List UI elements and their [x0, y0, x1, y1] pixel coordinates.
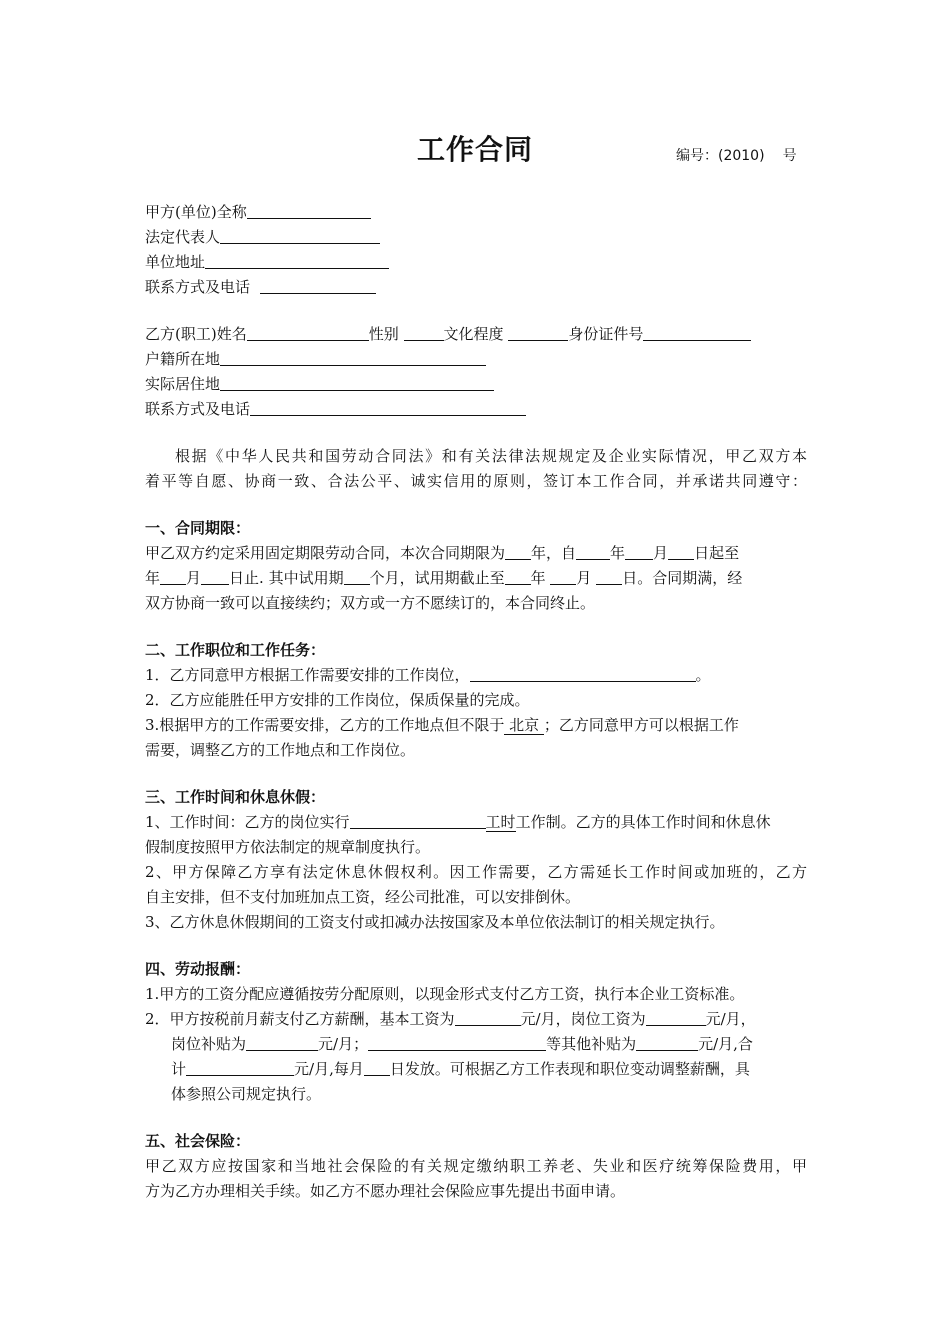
- party-b-contact-blank[interactable]: [250, 398, 526, 416]
- other-allowance-name-blank[interactable]: [368, 1033, 546, 1051]
- section-2-item-2: 2．乙方应能胜任甲方安排的工作岗位，保质保量的完成。: [145, 691, 530, 709]
- party-b-residence-line: [145, 372, 807, 397]
- work-location-value: 北京: [504, 716, 544, 734]
- term-years-blank[interactable]: [505, 542, 531, 560]
- party-a-contact-blank[interactable]: [260, 276, 376, 294]
- party-a-name-line: [145, 200, 807, 225]
- section-5-line-1: 甲乙双方应按国家和当地社会保险的有关规定缴纳职工养老、失业和医疗统筹保险费用，甲: [145, 1157, 807, 1175]
- end-month-blank[interactable]: [160, 567, 186, 585]
- section-2-item-1: 1．乙方同意甲方根据工作需要安排的工作岗位， 。: [145, 666, 711, 684]
- job-position-blank[interactable]: [470, 664, 696, 682]
- preamble-line-1: 根据《中华人民共和国劳动合同法》和有关法律法规规定及企业实际情况，甲乙双方本: [175, 447, 807, 465]
- party-b-id-blank[interactable]: [643, 323, 751, 341]
- end-day-blank[interactable]: [201, 567, 229, 585]
- section-1-line-3: 双方协商一致可以直接续约；双方或一方不愿续订的，本合同终止。: [145, 594, 596, 612]
- section-3-item-1-cont: 假制度按照甲方依法制定的规章制度执行。: [145, 838, 431, 856]
- party-b-hukou-line: [145, 347, 807, 372]
- section-4-item-2-cont-2: 计 元/月,每月 日发放。可根据乙方工作表现和职位变动调整薪酬，具: [171, 1060, 750, 1078]
- start-day-blank[interactable]: [668, 542, 694, 560]
- other-allowance-blank[interactable]: [636, 1033, 698, 1051]
- party-a-rep-line: [145, 225, 807, 250]
- section-3-item-2: 2、甲方保障乙方享有法定休息休假权利。因工作需要，乙方需延长工作时间或加班的，乙方: [145, 863, 807, 881]
- contract-body: [145, 200, 807, 1204]
- work-hours-system-blank[interactable]: [350, 811, 486, 829]
- section-3-heading: 三、工作时间和休息休假：: [145, 788, 326, 806]
- party-a-rep-label: 法定代表人: [145, 228, 221, 246]
- party-b-gender-label: 性别: [368, 325, 399, 343]
- party-b-education-blank[interactable]: [508, 323, 568, 341]
- party-a-contact-label: 联系方式及电话: [145, 278, 251, 296]
- section-1-line-1: 甲乙双方约定采用固定期限劳动合同，本次合同期限为 年，自 年 月 日起至: [145, 544, 740, 562]
- position-allowance-blank[interactable]: [246, 1033, 318, 1051]
- section-2-item-3-cont: 需要，调整乙方的工作地点和工作岗位。: [145, 741, 416, 759]
- party-b-name-label: 乙方(职工)姓名: [145, 325, 247, 343]
- probation-end-day-blank[interactable]: [596, 567, 622, 585]
- section-3-item-1: 1、工作时间：乙方的岗位实行 工时工作制。乙方的具体工作时间和休息休: [145, 813, 771, 831]
- section-4-item-1: 1.甲方的工资分配应遵循按劳分配原则，以现金形式支付乙方工资，执行本企业工资标准。: [145, 985, 745, 1003]
- party-b-residence-blank[interactable]: [220, 373, 494, 391]
- party-b-education-label: 文化程度: [443, 325, 504, 343]
- section-1-heading: 一、合同期限：: [145, 519, 251, 537]
- party-b-hukou-blank[interactable]: [220, 348, 486, 366]
- section-3-item-2-cont: 自主安排，但不支付加班加点工资，经公司批准，可以安排倒休。: [145, 888, 581, 906]
- section-4-item-2-cont-3: 体参照公司规定执行。: [171, 1085, 322, 1103]
- start-year-blank[interactable]: [576, 542, 610, 560]
- party-b-hukou-label: 户籍所在地: [145, 350, 221, 368]
- party-a-rep-blank[interactable]: [220, 226, 380, 244]
- section-4-item-2-cont-1: 岗位补贴为 元/月； 等其他补贴为 元/月,合: [171, 1035, 753, 1053]
- section-2-item-3: 3.根据甲方的工作需要安排，乙方的工作地点但不限于 北京 ；乙方同意甲方可以根据工作: [145, 716, 739, 734]
- party-a-address-line: [145, 250, 807, 275]
- total-salary-blank[interactable]: [186, 1058, 294, 1076]
- section-5-line-2: 方为乙方办理相关手续。如乙方不愿办理社会保险应事先提出书面申请。: [145, 1182, 626, 1200]
- document-number-label: 编号：(2010): [676, 148, 765, 164]
- section-3-item-3: 3、乙方休息休假期间的工资支付或扣减办法按国家及本单位依法制订的相关规定执行。: [145, 913, 725, 931]
- section-1-line-2: 年 月 日止. 其中试用期 个月，试用期截止至 年 月 日。合同期满，经: [145, 569, 743, 587]
- party-a-name-blank[interactable]: [247, 201, 371, 219]
- party-b-name-line: [145, 322, 807, 347]
- start-month-blank[interactable]: [625, 542, 653, 560]
- party-a-address-blank[interactable]: [205, 251, 389, 269]
- party-b-name-blank[interactable]: [247, 323, 369, 341]
- document-number-suffix: 号: [782, 148, 797, 164]
- position-salary-blank[interactable]: [646, 1008, 706, 1026]
- party-b-id-label: 身份证件号: [568, 325, 644, 343]
- pay-day-blank[interactable]: [364, 1058, 390, 1076]
- document-number: [676, 145, 797, 165]
- party-a-address-label: 单位地址: [145, 253, 206, 271]
- section-5-heading: 五、社会保险：: [145, 1132, 251, 1150]
- document-title: 工作合同: [416, 133, 533, 166]
- work-hours-unit: 工时: [485, 813, 516, 831]
- party-b-contact-label: 联系方式及电话: [145, 400, 251, 418]
- probation-end-month-blank[interactable]: [550, 567, 576, 585]
- section-2-heading: 二、工作职位和工作任务：: [145, 641, 326, 659]
- party-b-contact-line: [145, 397, 807, 422]
- party-a-name-label: 甲方(单位)全称: [145, 203, 247, 221]
- probation-end-year-blank[interactable]: [505, 567, 531, 585]
- preamble-line-2: 着平等自愿、协商一致、合法公平、诚实信用的原则，签订本工作合同，并承诺共同遵守：: [145, 472, 807, 490]
- section-4-heading: 四、劳动报酬：: [145, 960, 251, 978]
- party-a-contact-line: [145, 275, 807, 300]
- probation-months-blank[interactable]: [344, 567, 370, 585]
- base-salary-blank[interactable]: [455, 1008, 521, 1026]
- party-b-gender-blank[interactable]: [404, 323, 444, 341]
- party-b-residence-label: 实际居住地: [145, 375, 221, 393]
- section-4-item-2: 2．甲方按税前月薪支付乙方薪酬，基本工资为 元/月，岗位工资为 元/月，: [145, 1010, 756, 1028]
